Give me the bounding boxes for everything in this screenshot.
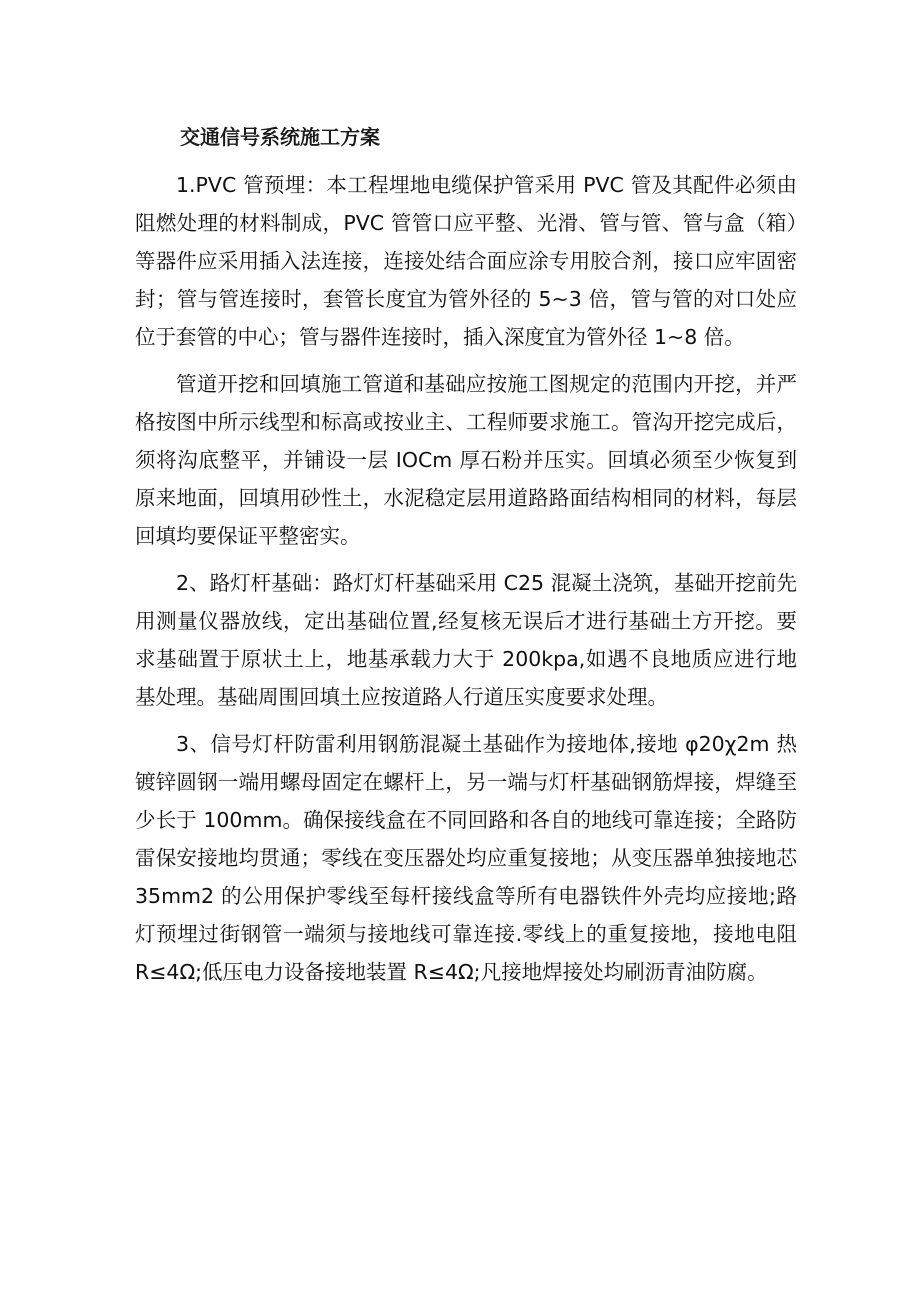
paragraph-lamp-pole-foundation: 2、路灯杆基础：路灯灯杆基础采用 C25 混凝土浇筑，基础开挖前先用测量仪器放线，定出基础位置,经复核无误后才进行基础土方开挖。要求基础置于原状土上，地基承载力大于 200kpa,如遇不良地质应进行地基处理。基础周围回填土应按道路人行道压实度要求处理。 bbox=[135, 571, 797, 709]
paragraph-trench-excavation: 管道开挖和回填施工管道和基础应按施工图规定的范围内开挖，并严格按图中所示线型和标高或按业主、工程师要求施工。管沟开挖完成后，须将沟底整平，并铺设一层 IOCm 厚石粉并压实。回填必须至少恢复到原来地面，回填用砂性土，水泥稳定层用道路路面结构相同的材料，每层回填均要保证平整密实。 bbox=[135, 372, 797, 548]
document-body bbox=[135, 166, 797, 1000]
paragraph-lightning-grounding: 3、信号灯杆防雷利用钢筋混凝土基础作为接地体,接地 φ20χ2m 热镀锌圆钢一端用螺母固定在螺杆上，另一端与灯杆基础钢筋焊接，焊缝至少长于 100mm。确保接线盒在不同回路和各自的地线可靠连接；全路防雷保安接地均贯通；零线在变压器处均应重复接地；从变压器单独接地芯 35mm2 的公用保护零线至每杆接线盒等所有电器铁件外壳均应接地;路灯预埋过街钢管一端须与接地线可靠连接.零线上的重复接地，接地电阻 R≤4Ω;低压电力设备接地装置 R≤4Ω;凡接地焊接处均刷沥青油防腐。 bbox=[135, 732, 797, 984]
paragraph-pvc-conduit: 1.PVC 管预埋：本工程埋地电缆保护管采用 PVC 管及其配件必须由阻燃处理的材料制成，PVC 管管口应平整、光滑、管与管、管与盒（箱）等器件应采用插入法连接，连接处结合面应涂专用胶合剂，接口应牢固密封；管与管连接时，套管长度宜为管外径的 5~3 倍，管与管的对口处应位于套管的中心；管与器件连接时，插入深度宜为管外径 1~8 倍。 bbox=[135, 173, 797, 349]
document-title: 交通信号系统施工方案 bbox=[180, 125, 380, 149]
